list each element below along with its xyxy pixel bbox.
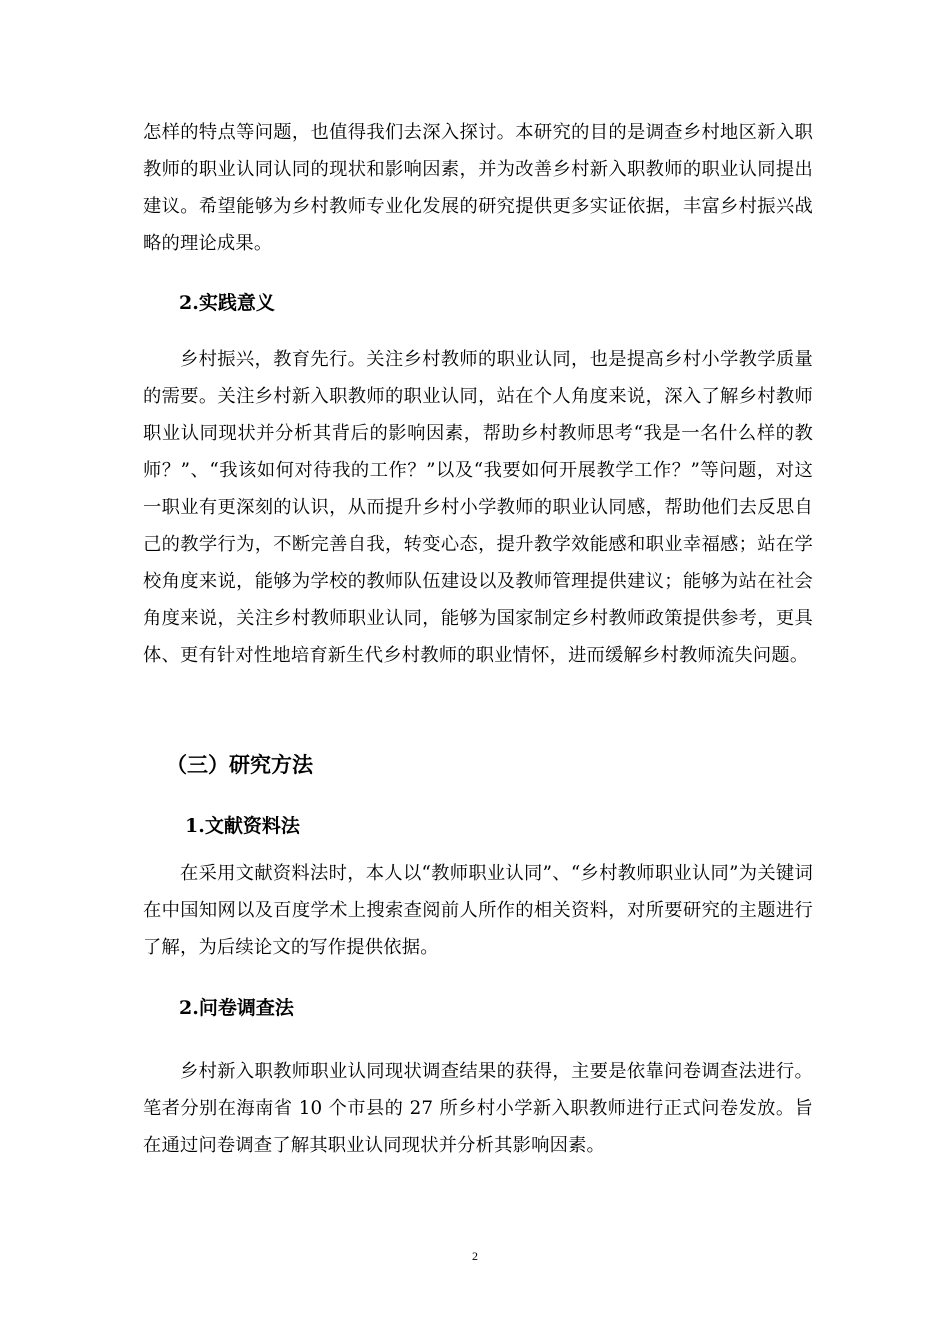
intro-continuation-paragraph: 怎样的特点等问题，也值得我们去深入探讨。本研究的目的是调查乡村地区新入职教师的职业认同认同的现状和影响因素，并为改善乡村新入职教师的职业认同提出建议。希望能够为乡村教师专业化发展的研究提供更多实证依据，丰富乡村振兴战略的理论成果。 bbox=[143, 122, 813, 254]
literature-method-paragraph: 在采用文献资料法时，本人以“教师职业认同”、“乡村教师职业认同”为关键词在中国知网以及百度学术上搜索查阅前人所作的相关资料，对所要研究的主题进行了解，为后续论文的写作提供依据。 bbox=[143, 863, 813, 958]
survey-method-paragraph: 乡村新入职教师职业认同现状调查结果的获得，主要是依靠问卷调查法进行。笔者分别在海南省 10 个市县的 27 所乡村小学新入职教师进行正式问卷发放。旨在通过问卷调查了解其职业认同现状并分析其影响因素。 bbox=[143, 1061, 813, 1156]
heading-survey-method: 2.问卷调查法 bbox=[179, 997, 294, 1019]
heading-practical-significance: 2.实践意义 bbox=[179, 292, 275, 314]
heading-research-methods: （三）研究方法 bbox=[166, 752, 313, 777]
heading-literature-method: 1.文献资料法 bbox=[185, 815, 300, 837]
page-number: 2 bbox=[472, 1249, 478, 1263]
practical-significance-paragraph: 乡村振兴，教育先行。关注乡村教师的职业认同，也是提高乡村小学教学质量的需要。关注乡村新入职教师的职业认同，站在个人角度来说，深入了解乡村教师职业认同现状并分析其背后的影响因素，帮助乡村教师思考“我是一名什么样的教师？”、“我该如何对待我的工作？”以及“我要如何开展教学工作？”等问题，对这一职业有更深刻的认识，从而提升乡村小学教师的职业认同感，帮助他们去反思自己的教学行为，不断完善自我，转变心态，提升教学效能感和职业幸福感；站在学校角度来说，能够为学校的教师队伍建设以及教师管理提供建议；能够为站在社会角度来说，关注乡村教师职业认同，能够为国家制定乡村教师政策提供参考，更具体、更有针对性地培育新生代乡村教师的职业情怀，进而缓解乡村教师流失问题。 bbox=[143, 349, 813, 666]
